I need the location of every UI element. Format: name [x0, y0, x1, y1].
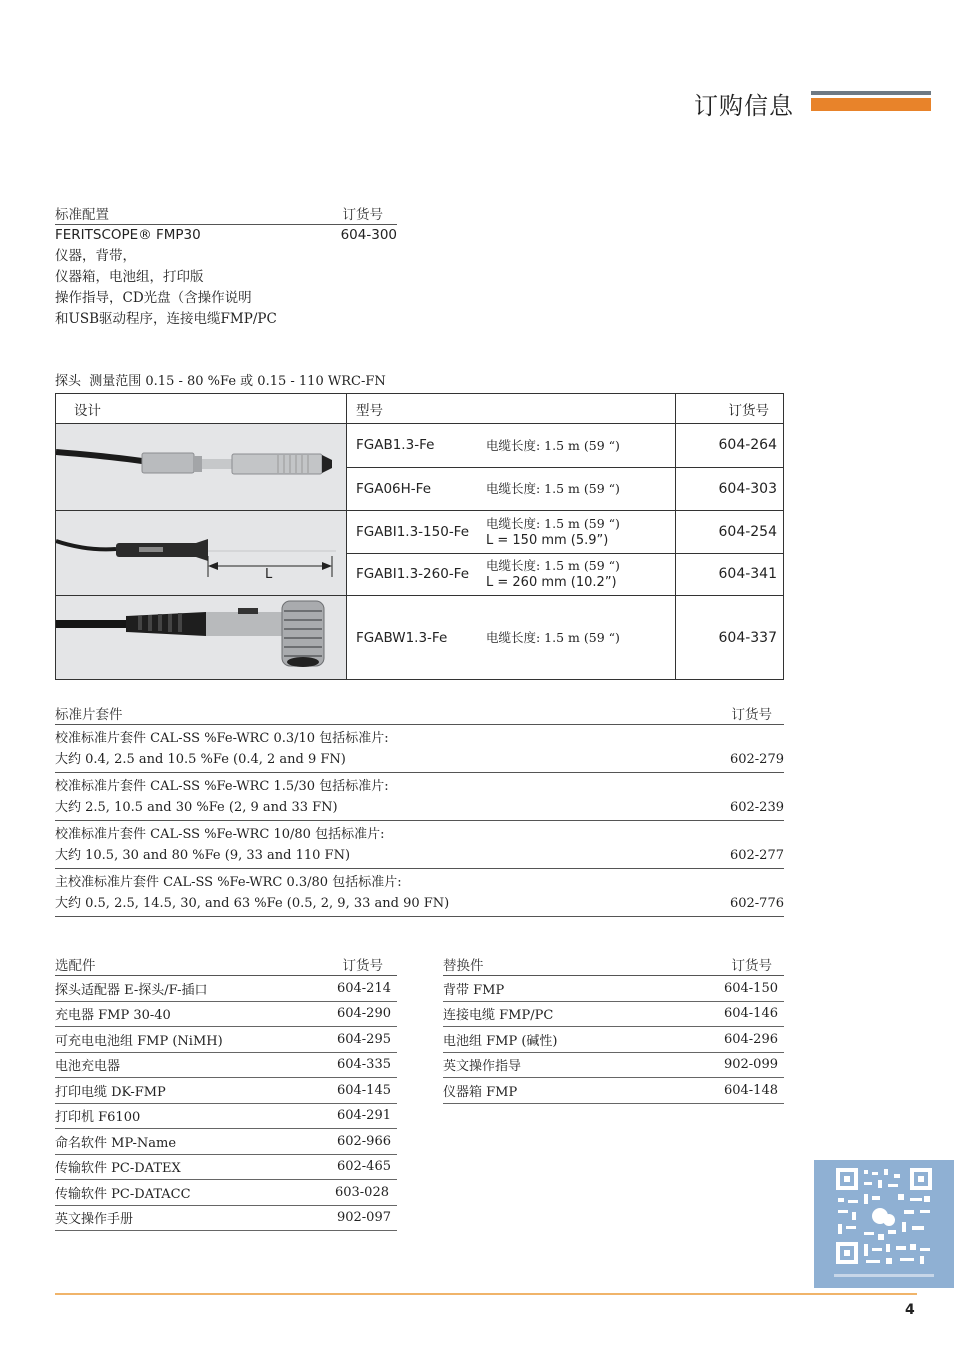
probe-order-number: 604-264: [676, 424, 784, 468]
probe-model: FGA06H-Fe: [347, 467, 487, 511]
calibration-kit-values: 大约 10.5, 30 and 80 %Fe (9, 33 and 110 FN): [55, 848, 351, 863]
list-item: [55, 821, 784, 869]
header-accent-orange-bar: [811, 98, 931, 111]
order-number-header: 订货号: [731, 958, 772, 974]
product-row: [55, 225, 397, 246]
item-name: 充电器 FMP 30-40: [55, 1008, 171, 1024]
product-code: 604-300: [340, 227, 397, 243]
probe-cable-length: 电缆长度: 1.5 m (59 “): [486, 424, 676, 468]
column-order-number: 订货号: [676, 394, 784, 424]
config-line: 和USB驱动程序，连接电缆FMP/PC: [55, 311, 277, 327]
item-name: 传输软件 PC-DATEX: [55, 1161, 181, 1177]
calibration-kit-name: 校准标准片套件 CAL-SS %Fe-WRC 10/80 包括标准片:: [55, 827, 385, 842]
item-name: 英文操作指导: [443, 1059, 522, 1075]
order-number: 902-097: [336, 1210, 391, 1226]
list-item: [443, 976, 784, 1002]
angled-probe-icon: [56, 596, 346, 675]
config-line: 操作指导，CD光盘（含操作说明: [55, 290, 252, 306]
dimension-label: L: [265, 567, 273, 582]
order-number: 604-291: [336, 1108, 391, 1124]
table-row: [56, 424, 784, 468]
calibration-section: [55, 703, 784, 917]
order-number-header: 订货号: [731, 707, 772, 723]
section-title: 替换件: [443, 958, 484, 974]
probe-order-number: 604-303: [676, 467, 784, 511]
standard-config-header: [55, 203, 397, 225]
list-item: [55, 1180, 397, 1206]
config-line: 仪器，背带，: [55, 248, 136, 264]
order-number: 602-277: [729, 848, 784, 863]
item-name: 传输软件 PC-DATACC: [55, 1186, 191, 1202]
order-number: 602-239: [729, 800, 784, 815]
optional-accessories-header: [55, 954, 397, 976]
column-design: 设计: [56, 394, 347, 424]
footer-divider: [55, 1293, 917, 1295]
calibration-kit-name: 校准标准片套件 CAL-SS %Fe-WRC 1.5/30 包括标准片:: [55, 779, 389, 794]
order-number: 603-028: [334, 1184, 389, 1200]
order-number: 604-148: [723, 1082, 778, 1098]
replacement-parts-header: [443, 954, 784, 976]
probe-image-fgab: [56, 424, 347, 511]
table-row: [56, 511, 784, 554]
probe-caption: 探头 测量范围 0.15 - 80 %Fe 或 0.15 - 110 WRC-FN: [55, 374, 386, 389]
probe-table-header: [56, 394, 784, 424]
config-line: 仪器箱，电池组，打印版: [55, 269, 204, 285]
replacement-parts-section: [443, 954, 784, 1104]
list-item: [443, 1002, 784, 1028]
probe-model: FGAB1.3-Fe: [347, 424, 487, 468]
item-name: 电池组 FMP (碱性): [443, 1033, 558, 1049]
order-number: 604-296: [723, 1031, 778, 1047]
product-name: FERITSCOPE® FMP30: [55, 227, 201, 243]
order-number: 602-465: [336, 1159, 391, 1175]
page-title: 订购信息: [694, 92, 794, 120]
probe-order-number: 604-337: [676, 596, 784, 680]
probe-image-fgabw: [56, 596, 347, 680]
probe-table: [55, 393, 784, 680]
list-item: [55, 1053, 397, 1079]
list-item: [55, 1104, 397, 1130]
calibration-kit-values: 大约 2.5, 10.5 and 30 %Fe (2, 9 and 33 FN): [55, 800, 338, 815]
item-name: 探头适配器 E-探头/F-插口: [55, 982, 208, 998]
needle-probe-icon: [56, 511, 346, 591]
header-accent-gray-bar: [811, 91, 931, 95]
probe-order-number: 604-341: [676, 553, 784, 596]
order-number: 602-966: [336, 1133, 391, 1149]
section-title: 标准配置: [55, 207, 109, 223]
calibration-kit-values: 大约 0.4, 2.5 and 10.5 %Fe (0.4, 2 and 9 FN): [55, 752, 346, 767]
page-number: 4: [905, 1302, 915, 1318]
order-number: 604-214: [336, 980, 391, 996]
order-number: 902-099: [723, 1057, 778, 1073]
item-name: 电池充电器: [55, 1059, 121, 1075]
section-title: 标准片套件: [55, 707, 123, 723]
order-number: 604-150: [723, 980, 778, 996]
item-name: 可充电电池组 FMP (NiMH): [55, 1033, 223, 1049]
order-number: 604-295: [336, 1031, 391, 1047]
qr-code[interactable]: [814, 1160, 954, 1288]
list-item: [443, 1078, 784, 1104]
list-item: [443, 1053, 784, 1079]
probe-model: FGABW1.3-Fe: [347, 596, 487, 680]
list-item: [55, 1129, 397, 1155]
list-item: [55, 773, 784, 821]
wechat-qr-code-icon: [814, 1160, 954, 1288]
order-number: 604-335: [336, 1057, 391, 1073]
standard-config-section: [55, 203, 397, 330]
list-item: [55, 1078, 397, 1104]
list-item: [55, 1206, 397, 1232]
probe-cable-length: 电缆长度: 1.5 m (59 “): [486, 596, 676, 680]
order-number: 604-290: [336, 1006, 391, 1022]
list-item: [443, 1027, 784, 1053]
probe-model: FGABI1.3-260-Fe: [347, 553, 487, 596]
calibration-kit-values: 大约 0.5, 2.5, 14.5, 30, and 63 %Fe (0.5, 2, 9, 33 and 90 FN): [55, 896, 450, 911]
item-name: 连接电缆 FMP/PC: [443, 1008, 554, 1024]
order-number-header: 订货号: [342, 207, 383, 223]
order-number: 602-279: [729, 752, 784, 767]
item-name: 背带 FMP: [443, 982, 505, 998]
item-name: 英文操作手册: [55, 1212, 134, 1228]
list-item: [55, 725, 784, 773]
probe-cable-length: 电缆长度: 1.5 m (59 “): [486, 467, 676, 511]
probe-order-number: 604-254: [676, 511, 784, 554]
order-number-header: 订货号: [342, 958, 383, 974]
order-number: 604-145: [336, 1082, 391, 1098]
probe-cable-length: 电缆长度: 1.5 m (59 “) L = 260 mm (10.2”): [486, 553, 676, 596]
list-item: [55, 869, 784, 917]
optional-accessories-section: [55, 954, 397, 1231]
table-row: [56, 596, 784, 680]
item-name: 命名软件 MP-Name: [55, 1135, 177, 1151]
column-model: 型号: [347, 394, 676, 424]
item-name: 打印电缆 DK-FMP: [55, 1084, 166, 1100]
probe-model: FGABI1.3-150-Fe: [347, 511, 487, 554]
list-item: [55, 976, 397, 1002]
order-number: 604-146: [723, 1006, 778, 1022]
list-item: [55, 1002, 397, 1028]
section-title: 选配件: [55, 958, 96, 974]
calibration-kit-name: 主校准标准片套件 CAL-SS %Fe-WRC 0.3/80 包括标准片:: [55, 875, 402, 890]
straight-probe-icon: [56, 424, 346, 506]
list-item: [55, 1027, 397, 1053]
item-name: 打印机 F6100: [55, 1110, 141, 1126]
probe-cable-length: 电缆长度: 1.5 m (59 “) L = 150 mm (5.9”): [486, 511, 676, 554]
item-name: 仪器箱 FMP: [443, 1084, 518, 1100]
calibration-kit-name: 校准标准片套件 CAL-SS %Fe-WRC 0.3/10 包括标准片:: [55, 731, 389, 746]
probe-image-fgabi: [56, 511, 347, 596]
order-number: 602-776: [729, 896, 784, 911]
calibration-header: [55, 703, 784, 725]
list-item: [55, 1155, 397, 1181]
